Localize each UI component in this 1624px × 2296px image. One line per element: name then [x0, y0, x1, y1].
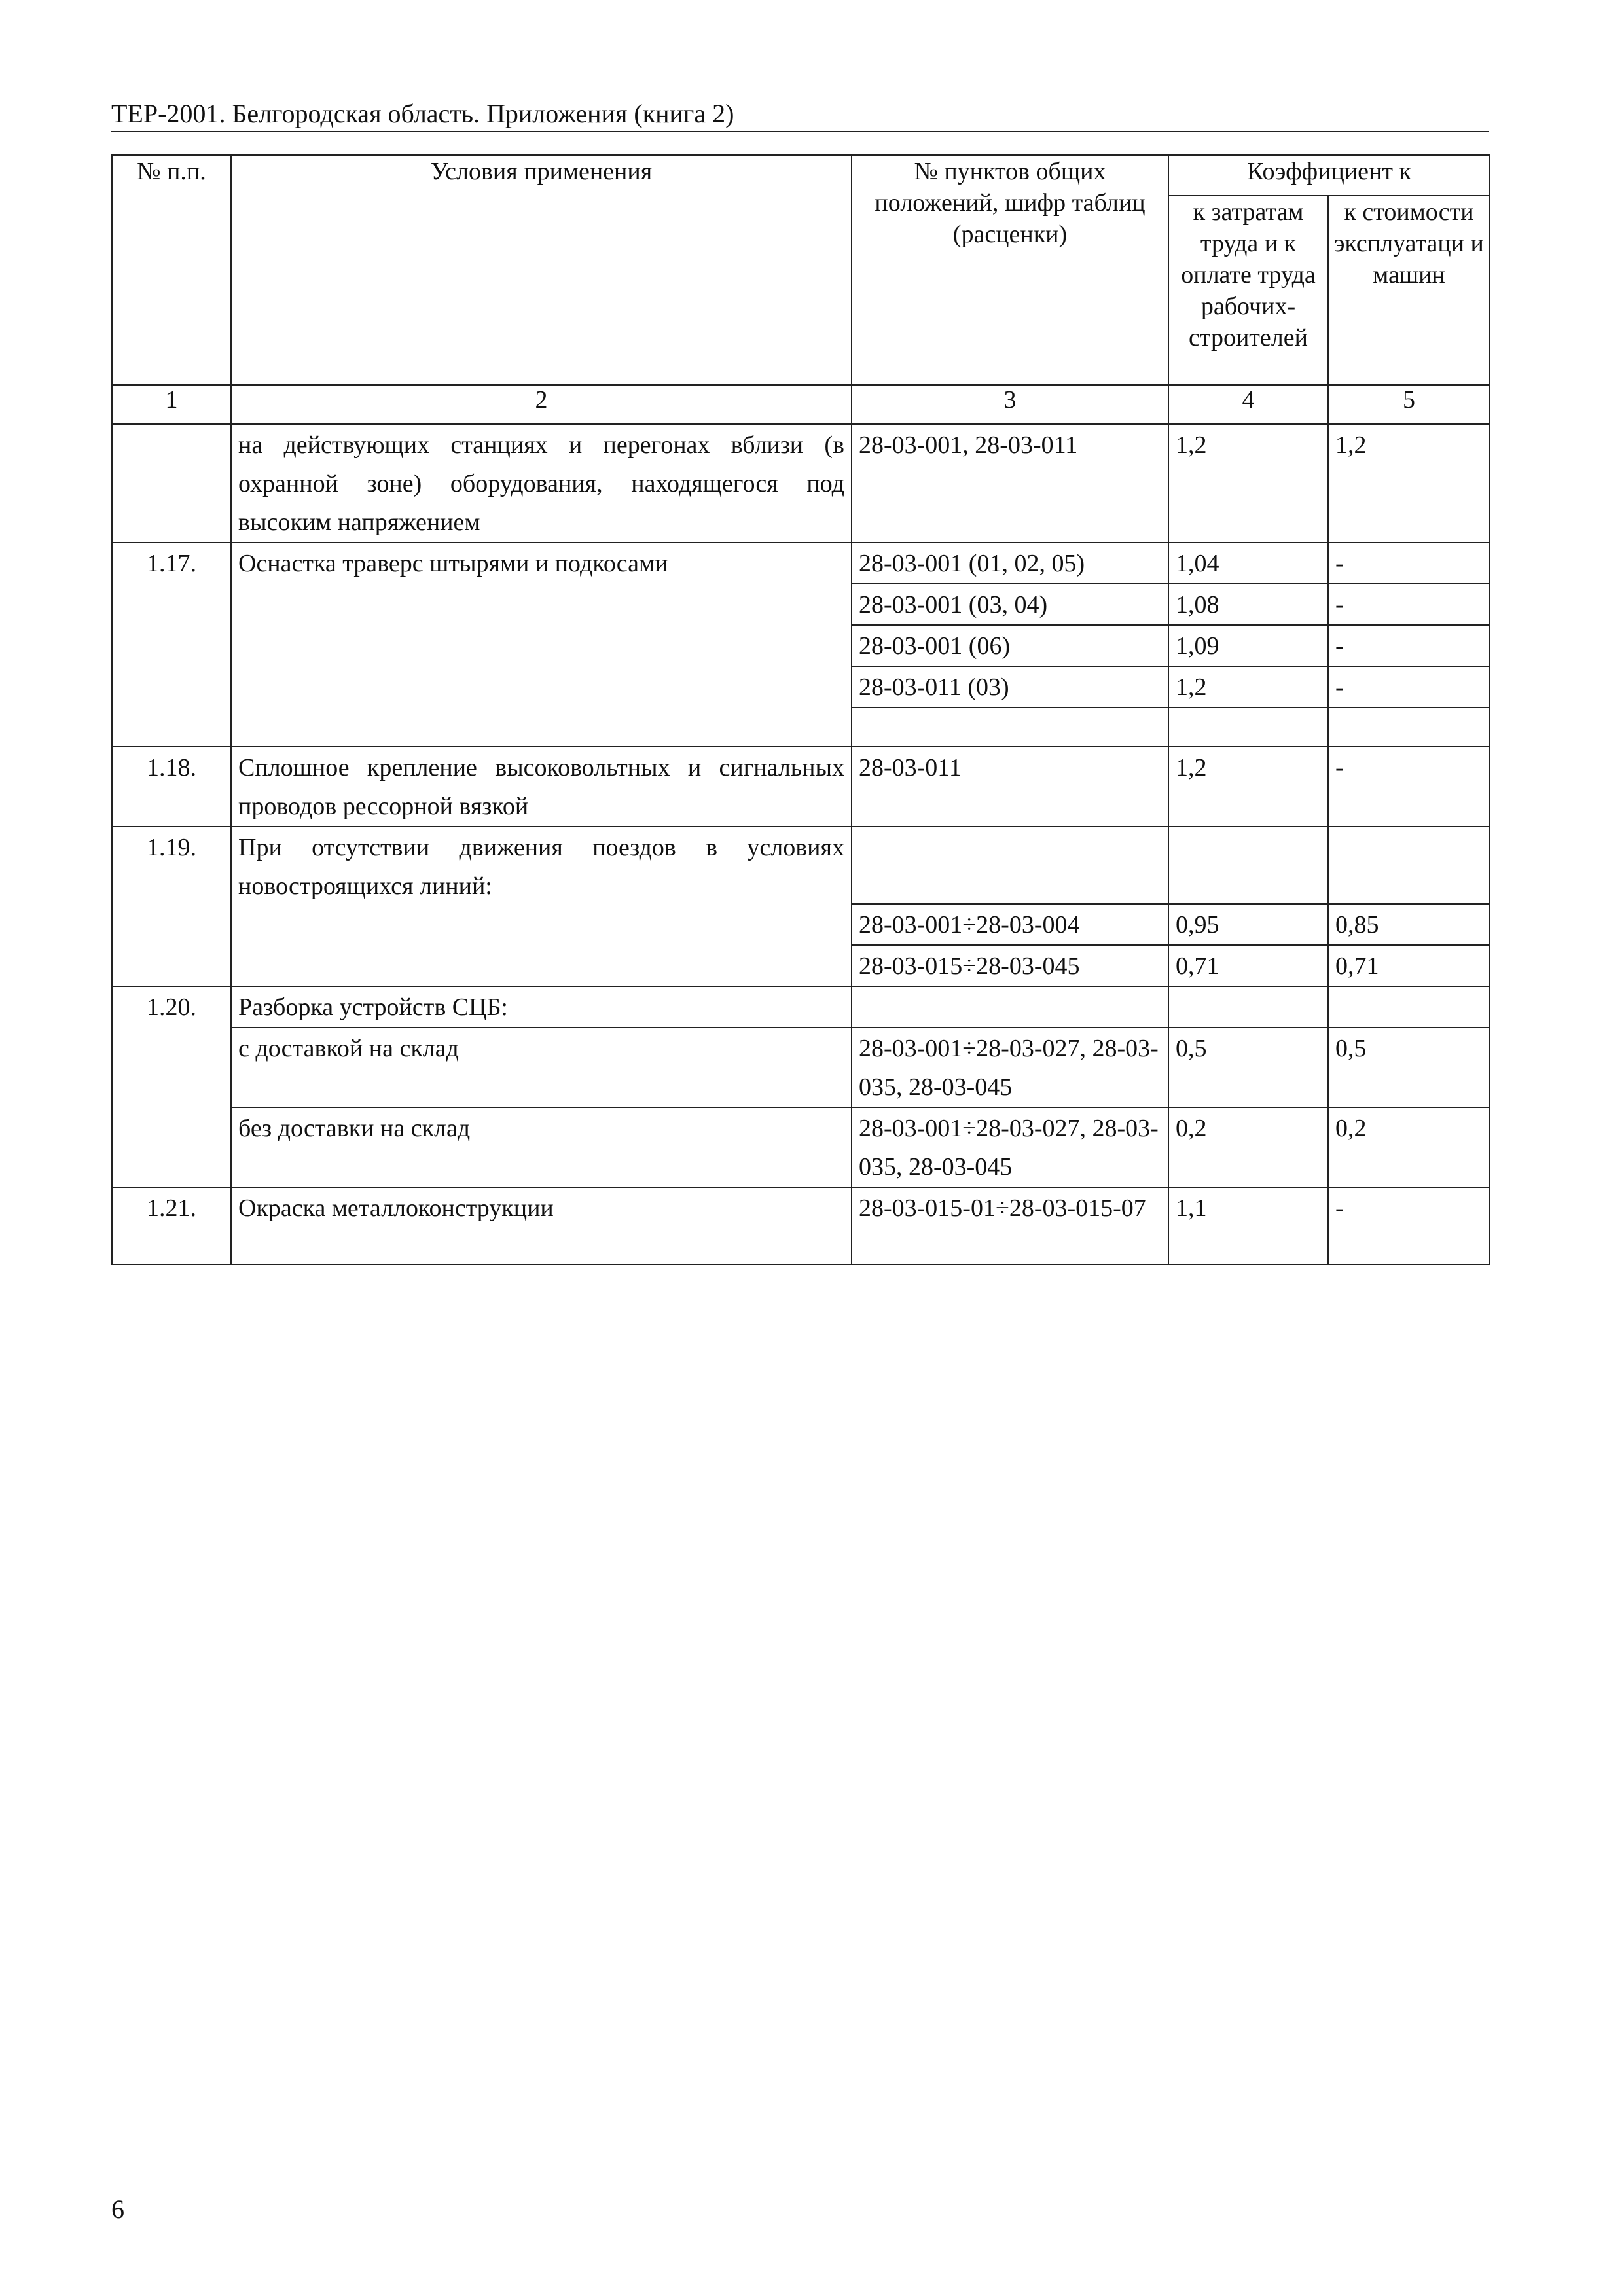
conditions-text: на действующих станциях и перегонах вблизи (в охранной зоне) оборудования, находящегося под высоким напряжением	[238, 431, 844, 536]
row-machines	[1328, 986, 1490, 1028]
row-clause	[852, 986, 1168, 1028]
header-machines-text: к стоимости эксплуатаци и машин	[1334, 198, 1484, 289]
conditions-text: Оснастка траверс штырями и подкосами	[238, 550, 668, 577]
conditions-text: Окраска металлоконструкции	[238, 1194, 554, 1222]
row-labor	[1168, 708, 1328, 747]
row-machines	[1328, 747, 1490, 827]
clause-text: 28-03-001 (01, 02, 05)	[859, 550, 1085, 577]
labor-value: 1,1	[1176, 1194, 1207, 1222]
row-clause	[852, 1107, 1168, 1187]
table-row	[112, 747, 1490, 827]
conditions-text: без доставки на склад	[238, 1115, 471, 1142]
machines-value: -	[1335, 754, 1344, 781]
row-machines	[1328, 945, 1490, 986]
row-conditions	[231, 1028, 852, 1107]
labor-value: 1,2	[1176, 754, 1207, 781]
row-clause	[852, 1187, 1168, 1265]
clause-text: 28-03-001 (06)	[859, 632, 1011, 660]
labor-value: 0,71	[1176, 952, 1219, 980]
row-clause	[852, 625, 1168, 666]
header-clauses	[852, 155, 1168, 385]
labor-value: 0,5	[1176, 1035, 1207, 1062]
row-machines	[1328, 1028, 1490, 1107]
row-number	[112, 543, 231, 747]
row-clause	[852, 666, 1168, 708]
header-divider	[111, 131, 1489, 132]
row-machines	[1328, 666, 1490, 708]
row-labor	[1168, 625, 1328, 666]
conditions-text: Разборка устройств СЦБ:	[238, 994, 508, 1021]
row-clause	[852, 904, 1168, 945]
conditions-text: с доставкой на склад	[238, 1035, 459, 1062]
row-number	[112, 986, 231, 1187]
row-clause	[852, 747, 1168, 827]
row-number	[112, 827, 231, 986]
row-number	[112, 424, 231, 543]
conditions-text: Сплошное крепление высоковольтных и сигнальных проводов рессорной вязкой	[238, 754, 844, 820]
clause-text: 28-03-011 (03)	[859, 673, 1009, 701]
row-clause	[852, 1028, 1168, 1107]
table-row	[112, 986, 1490, 1028]
row-number	[112, 747, 231, 827]
row-number	[112, 1187, 231, 1265]
row-conditions	[231, 1107, 852, 1187]
machines-value: 1,2	[1335, 431, 1367, 459]
row-clause	[852, 584, 1168, 625]
clause-text: 28-03-001÷28-03-004	[859, 911, 1080, 939]
header-labor	[1168, 196, 1328, 385]
clause-text: 28-03-001÷28-03-027, 28-03-035, 28-03-045	[859, 1035, 1159, 1101]
header-num: № п.п.	[112, 155, 231, 385]
row-machines	[1328, 424, 1490, 543]
row-machines	[1328, 1187, 1490, 1265]
labor-value: 0,95	[1176, 911, 1219, 939]
row-machines	[1328, 1107, 1490, 1187]
coefficients-table	[111, 154, 1490, 1265]
row-conditions	[231, 1187, 852, 1265]
row-labor	[1168, 986, 1328, 1028]
row-number-text: 1.18.	[147, 754, 196, 781]
row-labor	[1168, 666, 1328, 708]
header-machines	[1328, 196, 1490, 385]
labor-value: 0,2	[1176, 1115, 1207, 1142]
machines-value: -	[1335, 632, 1344, 660]
row-conditions	[231, 827, 852, 986]
col-number-3: 3	[852, 385, 1168, 424]
clause-text: 28-03-001÷28-03-027, 28-03-035, 28-03-045	[859, 1115, 1159, 1181]
row-conditions	[231, 986, 852, 1028]
row-number-text: 1.21.	[147, 1194, 196, 1222]
col-number-4: 4	[1168, 385, 1328, 424]
row-number-text: 1.20.	[147, 994, 196, 1021]
row-labor	[1168, 747, 1328, 827]
machines-value: -	[1335, 673, 1344, 701]
labor-value: 1,2	[1176, 673, 1207, 701]
machines-value: -	[1335, 591, 1344, 619]
row-labor	[1168, 945, 1328, 986]
row-labor	[1168, 1028, 1328, 1107]
clause-text: 28-03-001, 28-03-011	[859, 431, 1078, 459]
table-row	[112, 543, 1490, 584]
labor-value: 1,04	[1176, 550, 1219, 577]
table-row	[112, 1028, 1490, 1107]
row-labor	[1168, 543, 1328, 584]
row-number-text: 1.17.	[147, 550, 196, 577]
clause-text: 28-03-015÷28-03-045	[859, 952, 1080, 980]
table-row	[112, 1187, 1490, 1265]
col-number-2: 2	[231, 385, 852, 424]
header-clauses-text: № пунктов общих положений, шифр таблиц (расценки)	[875, 158, 1146, 248]
labor-value: 1,2	[1176, 431, 1207, 459]
row-machines	[1328, 827, 1490, 904]
row-number-text: 1.19.	[147, 834, 196, 861]
machines-value: 0,2	[1335, 1115, 1367, 1142]
machines-value: -	[1335, 1194, 1344, 1222]
row-conditions	[231, 747, 852, 827]
document-header: ТЕР-2001. Белгородская область. Приложения (книга 2)	[111, 99, 734, 128]
table-row	[112, 424, 1490, 543]
col-number-1: 1	[112, 385, 231, 424]
row-conditions	[231, 543, 852, 747]
row-labor	[1168, 424, 1328, 543]
row-machines	[1328, 543, 1490, 584]
row-labor	[1168, 1107, 1328, 1187]
row-conditions	[231, 424, 852, 543]
row-labor	[1168, 904, 1328, 945]
machines-value: 0,5	[1335, 1035, 1367, 1062]
col-number-5: 5	[1328, 385, 1490, 424]
clause-text: 28-03-001 (03, 04)	[859, 591, 1048, 619]
machines-value: 0,85	[1335, 911, 1379, 939]
labor-value: 1,08	[1176, 591, 1219, 619]
table-row	[112, 1107, 1490, 1187]
page-number: 6	[111, 2195, 124, 2224]
machines-value: 0,71	[1335, 952, 1379, 980]
row-clause	[852, 424, 1168, 543]
row-clause	[852, 708, 1168, 747]
row-labor	[1168, 827, 1328, 904]
row-clause	[852, 945, 1168, 986]
labor-value: 1,09	[1176, 632, 1219, 660]
row-machines	[1328, 584, 1490, 625]
row-clause	[852, 827, 1168, 904]
machines-value: -	[1335, 550, 1344, 577]
header-coefficient-group: Коэффициент к	[1168, 155, 1490, 196]
conditions-text: При отсутствии движения поездов в условиях новостроящихся линий:	[238, 834, 844, 900]
row-clause	[852, 543, 1168, 584]
clause-text: 28-03-011	[859, 754, 962, 781]
row-machines	[1328, 625, 1490, 666]
header-labor-text: к затратам труда и к оплате труда рабочих-строителей	[1181, 198, 1316, 351]
table-row	[112, 827, 1490, 904]
row-machines	[1328, 904, 1490, 945]
header-conditions: Условия применения	[231, 155, 852, 385]
clause-text: 28-03-015-01÷28-03-015-07	[859, 1194, 1146, 1222]
row-labor	[1168, 1187, 1328, 1265]
row-machines	[1328, 708, 1490, 747]
row-labor	[1168, 584, 1328, 625]
